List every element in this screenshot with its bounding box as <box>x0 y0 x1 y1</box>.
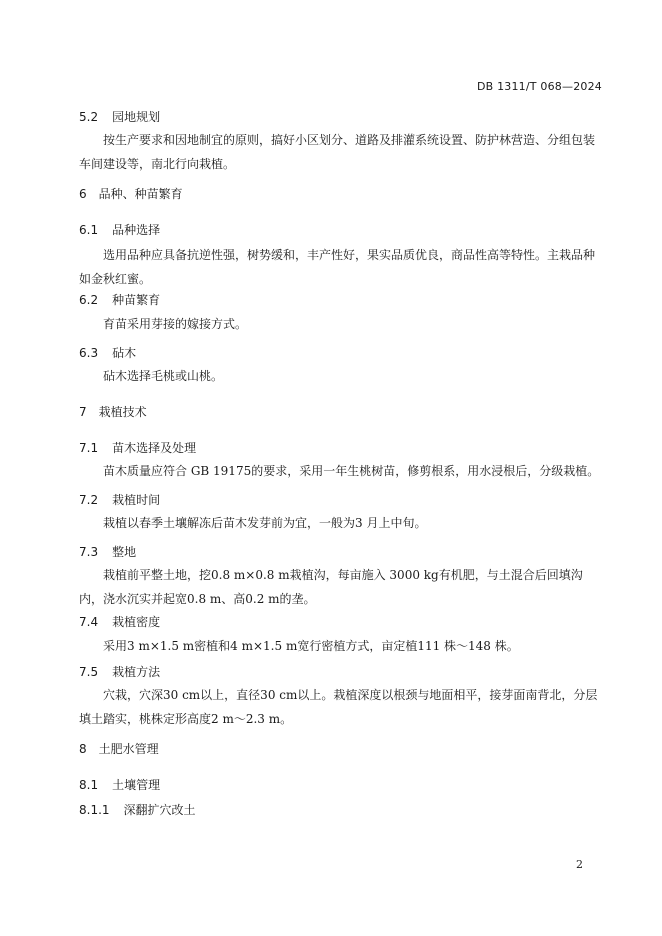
section-title: 品种、种苗繁育 <box>98 187 183 201</box>
paragraph-seedling-selection: 苗木质量应符合 GB 19175的要求，采用一年生桃树苗，修剪根系，用水浸根后，分级栽植。 <box>103 464 600 478</box>
section-title: 栽植密度 <box>112 615 161 629</box>
section-number: 8.1 <box>79 778 99 792</box>
section-number: 7.4 <box>79 615 99 629</box>
section-number: 6.2 <box>79 293 99 307</box>
section-number: 7.3 <box>79 545 99 559</box>
section-heading-5-2 <box>79 108 160 125</box>
section-heading-8-1-1 <box>79 801 196 818</box>
section-title: 栽植时间 <box>112 493 161 507</box>
paragraph-planting-method: 穴栽，穴深30 cm以上，直径30 cm以上。栽植深度以根颈与地面相平，接芽面南背北，分层填土踏实，桃株定形高度2 m～2.3 m。 <box>79 688 598 726</box>
section-number: 6.3 <box>79 346 99 360</box>
section-number: 7.5 <box>79 665 99 679</box>
paragraph-planting-density: 采用3 m×1.5 m密植和4 m×1.5 m宽行密植方式，亩定植111 株～148 株。 <box>103 639 519 653</box>
paragraph-land-preparation: 栽植前平整土地，挖0.8 m×0.8 m栽植沟，每亩施入 3000 kg有机肥，与土混合后回填沟内，浇水沉实并起宽0.8 m、高0.2 m的垄。 <box>79 568 583 606</box>
section-heading-7-2 <box>79 491 160 508</box>
section-title: 栽植方法 <box>112 665 161 679</box>
section-title: 栽植技术 <box>98 405 147 419</box>
section-heading-7-5 <box>79 663 160 680</box>
section-number: 6.1 <box>79 223 99 237</box>
section-number: 8 <box>79 742 87 756</box>
section-heading-7-3 <box>79 543 136 560</box>
section-title: 砧木 <box>112 346 137 360</box>
section-title: 整地 <box>112 545 137 559</box>
section-number: 7.2 <box>79 493 99 507</box>
paragraph-planting-time: 栽植以春季土壤解冻后苗木发芽前为宜，一般为3 月上中旬。 <box>103 516 427 530</box>
section-number: 5.2 <box>79 110 99 124</box>
section-heading-8-1 <box>79 776 160 793</box>
section-number: 8.1.1 <box>79 803 110 817</box>
section-heading-7-4 <box>79 613 160 630</box>
section-heading-6-3 <box>79 344 136 361</box>
section-title: 种苗繁育 <box>112 293 161 307</box>
section-heading-8 <box>79 740 159 757</box>
section-title: 园地规划 <box>112 110 161 124</box>
section-number: 7.1 <box>79 441 99 455</box>
section-heading-6 <box>79 185 183 202</box>
paragraph-variety-selection: 选用品种应具备抗逆性强，树势缓和，丰产性好，果实品质优良，商品性高等特性。主栽品种如金秋红蜜。 <box>79 248 596 286</box>
section-title: 土壤管理 <box>112 778 161 792</box>
document-code-header: DB 1311/T 068—2024 <box>476 80 602 93</box>
section-title: 土肥水管理 <box>98 742 159 756</box>
paragraph-rootstock: 砧木选择毛桃或山桃。 <box>103 369 224 383</box>
section-heading-6-2 <box>79 291 160 308</box>
section-heading-6-1 <box>79 221 160 238</box>
page-number: 2 <box>576 858 583 871</box>
section-number: 7 <box>79 405 87 419</box>
section-title: 深翻扩穴改土 <box>123 803 196 817</box>
paragraph-seedling-propagation: 育苗采用芽接的嫁接方式。 <box>103 317 248 331</box>
paragraph-site-planning: 按生产要求和因地制宜的原则，搞好小区划分、道路及排灌系统设置、防护林营造、分组包装车间建设等，南北行向栽植。 <box>79 133 596 171</box>
section-heading-7 <box>79 403 147 420</box>
section-title: 苗木选择及处理 <box>112 441 197 455</box>
section-heading-7-1 <box>79 439 196 456</box>
section-number: 6 <box>79 187 87 201</box>
section-title: 品种选择 <box>112 223 161 237</box>
